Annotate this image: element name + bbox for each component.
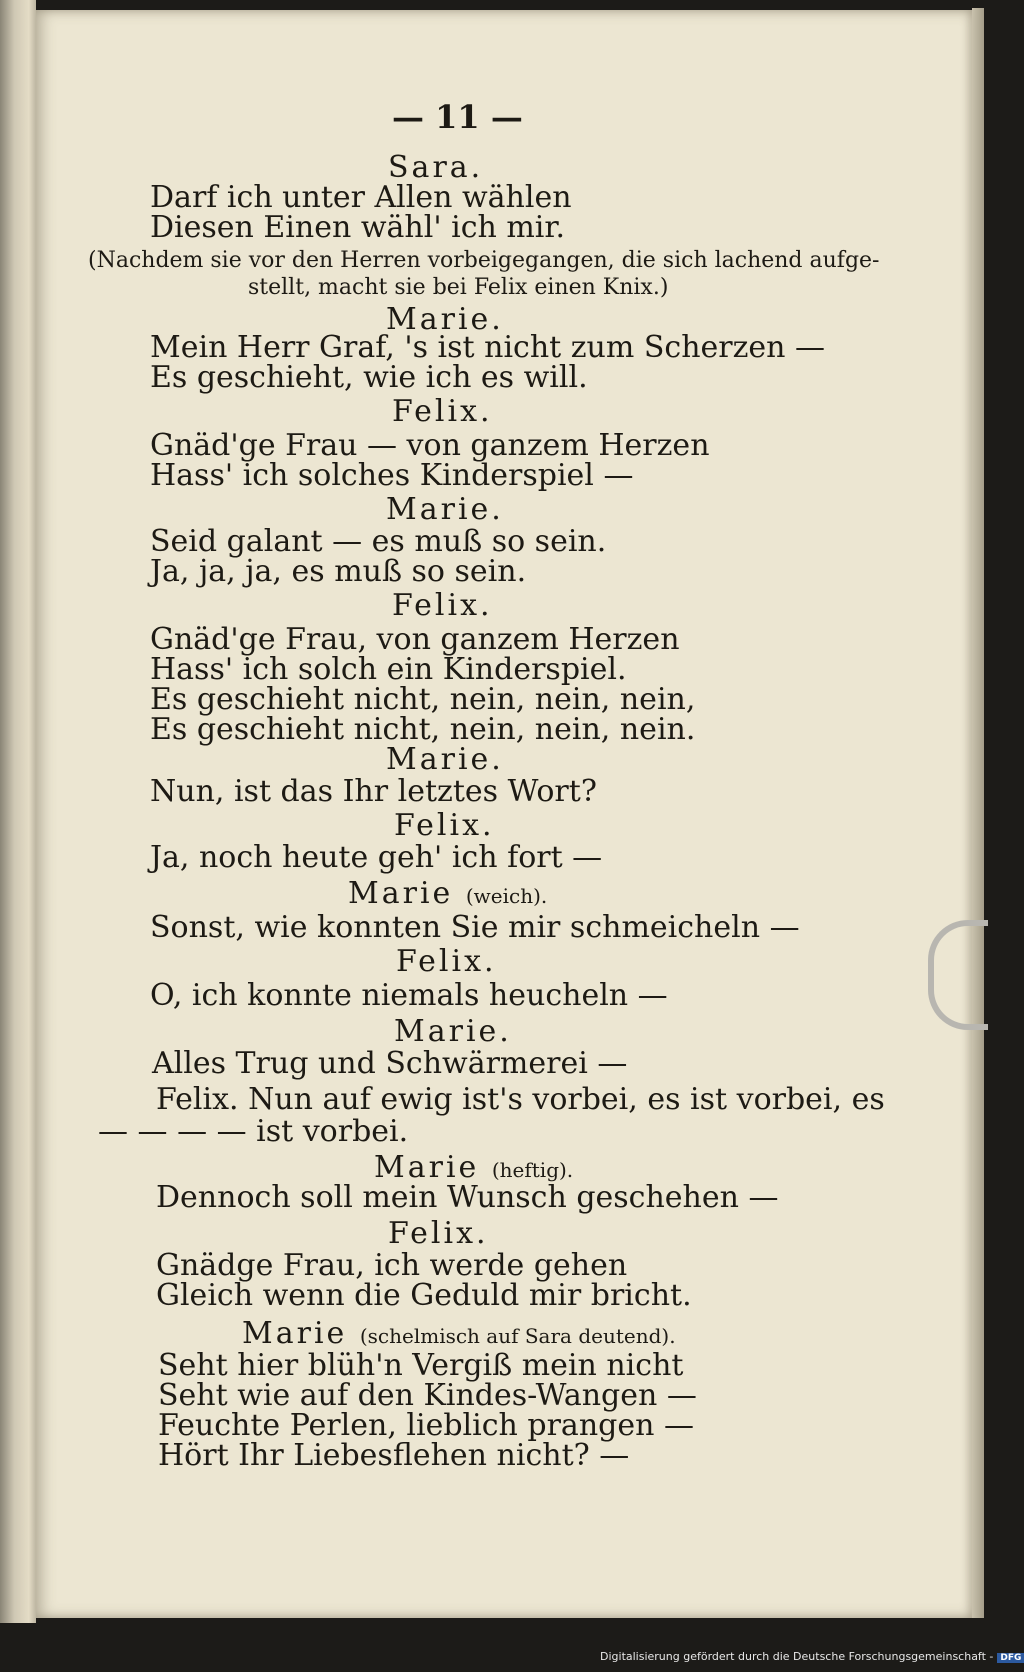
speaker-felix: Felix. (392, 394, 493, 429)
speaker-felix: Felix. (396, 944, 497, 979)
verse-line: Diesen Einen wähl' ich mir. (150, 210, 565, 245)
verse-line: Seht hier blüh'n Vergiß mein nicht (158, 1348, 684, 1383)
speaker-marie: Marie. (386, 302, 504, 337)
speaker-marie: Marie. (394, 1014, 512, 1049)
stage-note: (heftig). (491, 1158, 574, 1182)
verse-line: Hass' ich solches Kinderspiel — (150, 458, 634, 493)
book-page (36, 10, 972, 1618)
verse-line: — — — — ist vorbei. (98, 1114, 409, 1149)
stage-direction: stellt, macht sie bei Felix einen Knix.) (248, 275, 669, 300)
verse-line: Hört Ihr Liebesflehen nicht? — (158, 1438, 630, 1473)
verse-line: Gleich wenn die Geduld mir bricht. (156, 1278, 692, 1313)
verse-line: Gnäd'ge Frau, von ganzem Herzen (150, 622, 680, 657)
speaker-name: Marie (242, 1316, 348, 1351)
speaker-felix: Felix. (388, 1216, 489, 1251)
verse-line: Ja, noch heute geh' ich fort — (150, 840, 603, 875)
verse-line: Es geschieht nicht, nein, nein, nein. (150, 712, 696, 747)
paper-clip (928, 920, 988, 1030)
speaker-name: Marie (348, 876, 454, 911)
digitization-footer (600, 1650, 1024, 1663)
stage-direction: (Nachdem sie vor den Herren vorbeigegangen, die sich lachend aufge- (88, 248, 880, 273)
speaker-marie (348, 876, 547, 911)
page-edge (972, 8, 984, 1618)
verse-line: Gnädge Frau, ich werde gehen (156, 1248, 628, 1283)
page-number: — 11 — (392, 98, 523, 136)
previous-page-edge (0, 0, 36, 1623)
speaker-felix: Felix. (394, 808, 495, 843)
verse-line: Gnäd'ge Frau — von ganzem Herzen (150, 428, 710, 463)
speaker-marie (242, 1316, 676, 1351)
verse-line: Es geschieht, wie ich es will. (150, 360, 588, 395)
verse-line: Ja, ja, ja, es muß so sein. (150, 554, 527, 589)
verse-line: Feuchte Perlen, lieblich prangen — (158, 1408, 694, 1443)
page-text (36, 10, 972, 1618)
verse-line: Mein Herr Graf, 's ist nicht zum Scherzen — (150, 330, 826, 365)
dfg-logo-badge: DFG (997, 1653, 1024, 1663)
verse-line: Es geschieht nicht, nein, nein, nein, (150, 682, 696, 717)
verse-line: O, ich konnte niemals heucheln — (150, 978, 668, 1013)
verse-line: Darf ich unter Allen wählen (150, 180, 572, 215)
verse-line: Nun, ist das Ihr letztes Wort? (150, 774, 597, 809)
verse-line: Alles Trug und Schwärmerei — (152, 1046, 628, 1081)
stage-note: (schelmisch auf Sara deutend). (359, 1324, 676, 1348)
verse-line: Sonst, wie konnten Sie mir schmeicheln — (150, 910, 800, 945)
footer-text: Digitalisierung gefördert durch die Deutsche Forschungsgemeinschaft - (600, 1650, 994, 1663)
speaker-name: Marie (374, 1150, 480, 1185)
speaker-marie: Marie. (386, 742, 504, 777)
stage-note: (weich). (465, 884, 548, 908)
verse-line: Hass' ich solch ein Kinderspiel. (150, 652, 627, 687)
speaker-felix: Felix. (392, 588, 493, 623)
speaker-marie: Marie. (386, 492, 504, 527)
speaker-sara: Sara. (388, 150, 484, 185)
verse-line: Felix. Nun auf ewig ist's vorbei, es ist vorbei, es (156, 1082, 885, 1117)
verse-line: Seht wie auf den Kindes-Wangen — (158, 1378, 697, 1413)
verse-line: Dennoch soll mein Wunsch geschehen — (156, 1180, 779, 1215)
verse-line: Seid galant — es muß so sein. (150, 524, 607, 559)
